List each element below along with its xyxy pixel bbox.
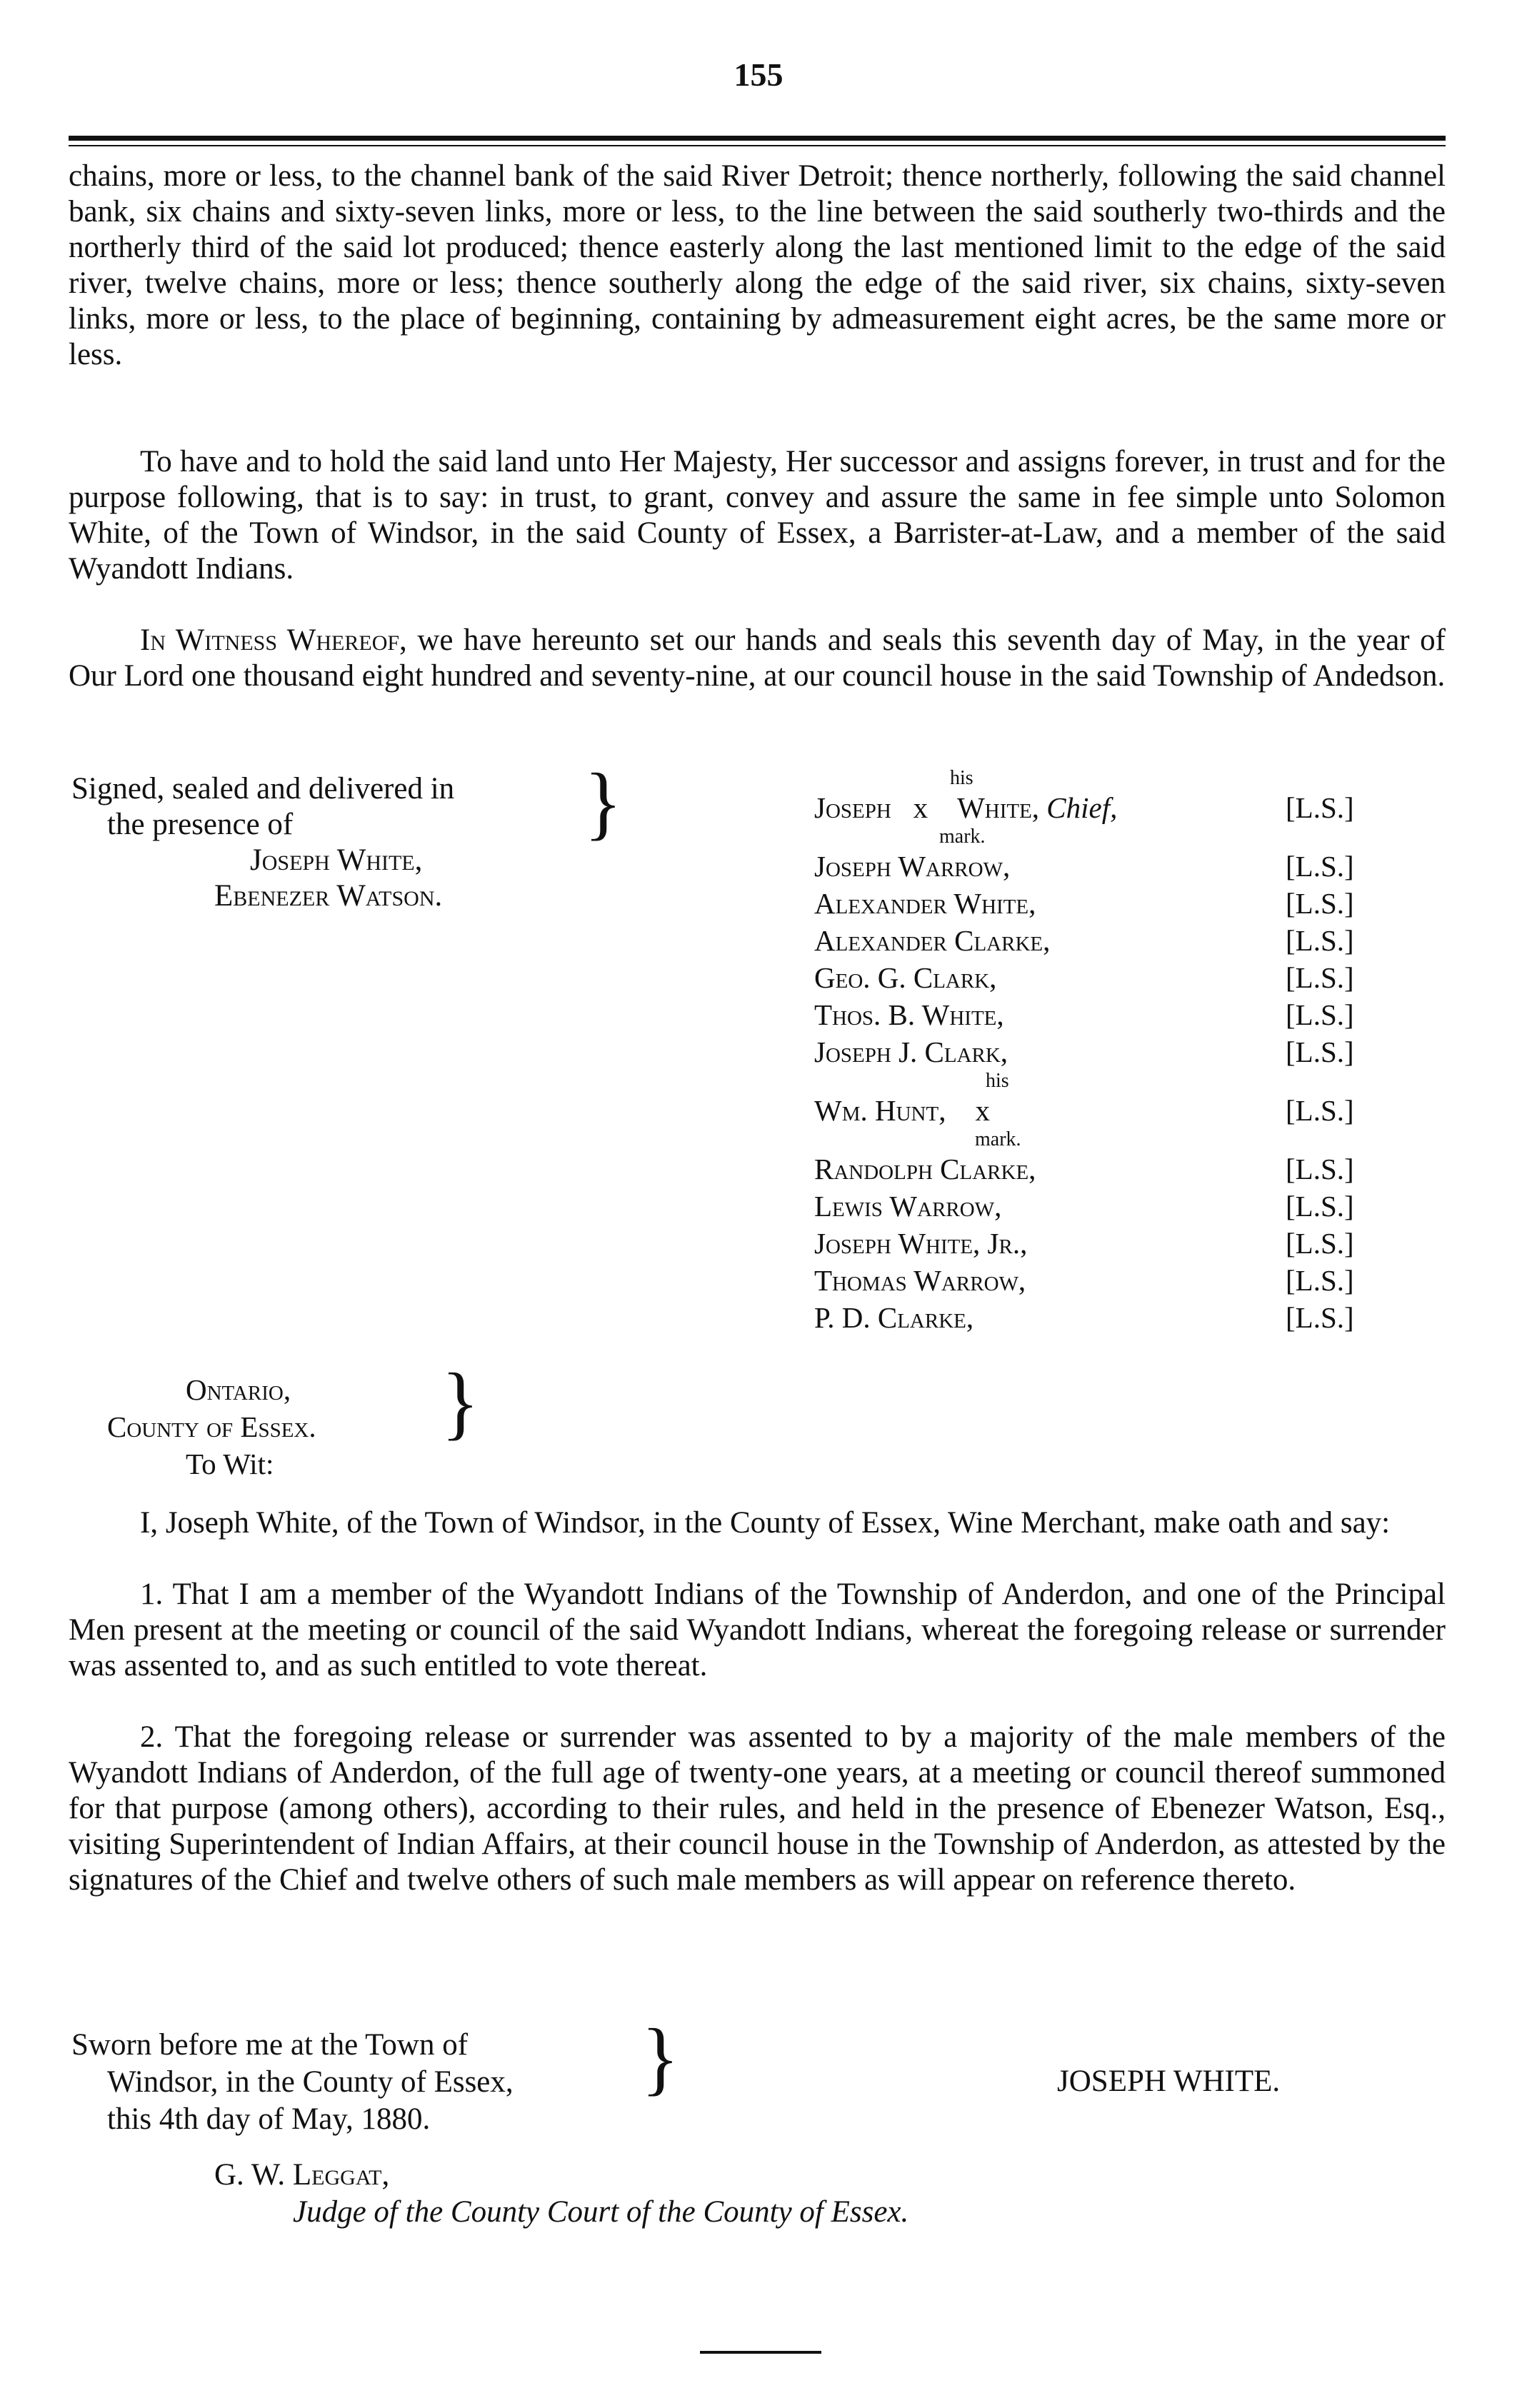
venue-brace: } — [441, 1355, 479, 1448]
signatory-row — [814, 1299, 1443, 1336]
oath-paragraph-2: 2. That the foregoing release or surrender was assented to by a majority of the male members of the Wyandott Indians of Anderdon, of the full age of twenty-one years, at a meeting or council thereof summoned for that purpose (among others), according to their rules, and held in the presence of Ebenezer Watson, Esq., visiting Superintendent of Indian Affairs, at their council house in the Township of Anderdon, as attested by the signatures of the Chief and twelve others of such male members as will appear on reference thereto. — [69, 1720, 1446, 1897]
seal: [L.S.] — [1286, 998, 1354, 1031]
signatory-row — [814, 885, 1443, 922]
signatory-row — [814, 1262, 1443, 1299]
header-rule-thick — [69, 136, 1446, 141]
signatory-row — [814, 1092, 1443, 1129]
signatory-name: Joseph J. Clark, — [814, 1035, 1008, 1068]
his-label: his — [950, 767, 973, 789]
signatory-his-2 — [814, 1070, 1443, 1092]
judge-block — [214, 2157, 908, 2231]
signatory-name: Joseph Warrow, — [814, 850, 1011, 883]
signatory-name: Alexander Clarke, — [814, 924, 1051, 957]
venue-line-2: County of Essex. — [107, 1410, 316, 1443]
seal: [L.S.] — [1286, 1153, 1354, 1185]
signatory-row — [814, 848, 1443, 885]
seal: [L.S.] — [1286, 1301, 1354, 1334]
page-number: 155 — [734, 56, 783, 93]
jurat-block — [71, 2027, 514, 2138]
end-rule — [700, 2351, 821, 2354]
signatory-row — [814, 789, 1443, 826]
signatory-row — [814, 1150, 1443, 1188]
witness-name-2: Ebenezer Watson. — [214, 879, 443, 913]
venue-line-1: Ontario, — [186, 1373, 291, 1406]
header-rule-thin — [69, 145, 1446, 146]
jurat-line-1: Sworn before me at the Town of — [71, 2028, 469, 2062]
testimonium-lead: In Witness Whereof, — [140, 623, 407, 657]
testimonium-text: we have hereunto set our hands and seals this seventh day of May, in the year of Our Lord one thousand eight hundred and seventy-nine, at our council house in the said Township of Andedson. — [69, 623, 1446, 693]
seal: [L.S.] — [1286, 850, 1354, 883]
oath-intro: I, Joseph White, of the Town of Windsor, in the County of Essex, Wine Merchant, make oath and say: — [140, 1506, 1391, 1540]
signatory-his-1 — [814, 768, 1443, 789]
paragraph-testimonium — [69, 623, 1446, 694]
mark-label: mark. — [939, 826, 986, 848]
signatory-name — [814, 789, 1117, 826]
signatory-name: Alexander White, — [814, 887, 1036, 920]
jurat-brace: } — [641, 2011, 679, 2104]
seal: [L.S.] — [1286, 887, 1354, 920]
seal: [L.S.] — [1286, 1264, 1354, 1297]
seal: [L.S.] — [1286, 1094, 1354, 1127]
seal: [L.S.] — [1286, 1035, 1354, 1068]
witness-brace: } — [584, 756, 622, 848]
deponent-signature: JOSEPH WHITE. — [1057, 2065, 1281, 2098]
mark-x: x — [975, 1094, 990, 1127]
judge-title: Judge of the County Court of the County of Essex. — [293, 2195, 909, 2229]
chief-title: Chief, — [1046, 791, 1118, 824]
signatory-name — [814, 1092, 990, 1129]
signatory-row — [814, 1225, 1443, 1262]
seal: [L.S.] — [1286, 924, 1354, 957]
jurat-line-2: Windsor, in the County of Essex, — [107, 2065, 514, 2099]
signatory-name: Geo. G. Clark, — [814, 961, 997, 994]
paragraph-boundary-description: chains, more or less, to the channel bank of the said River Detroit; thence northerly, following the said channel bank, six chains and sixty-seven links, more or less, to the line between the said southerly two-thirds and the northerly third of the said lot produced; thence easterly along the last mentioned limit to the edge of the said river, twelve chains, more or less; thence southerly along the edge of the said river, six chains, sixty-seven links, more or less, to the place of beginning, containing by admeasurement eight acres, be the same more or less. — [69, 159, 1446, 371]
witness-line-1: Signed, sealed and delivered in — [71, 772, 455, 806]
venue-block — [107, 1371, 407, 1483]
chief-first-name: Joseph — [814, 791, 891, 824]
signatory-mark-1 — [814, 826, 1443, 848]
mark-x: x — [913, 791, 928, 824]
seal: [L.S.] — [1286, 961, 1354, 994]
his-label: his — [986, 1070, 1009, 1092]
signatory-name: Thos. B. White, — [814, 998, 1004, 1031]
venue-line-3: To Wit: — [186, 1448, 274, 1480]
jurat-line-3: this 4th day of May, 1880. — [107, 2102, 431, 2136]
signatory-row — [814, 1033, 1443, 1070]
signatory-row — [814, 959, 1443, 996]
signatory-name: P. D. Clarke, — [814, 1301, 974, 1334]
signatory-name: Joseph White, Jr., — [814, 1227, 1028, 1260]
witness-line-2: the presence of — [107, 808, 294, 841]
chief-surname: White, — [957, 791, 1040, 824]
signatory-name: Lewis Warrow, — [814, 1190, 1002, 1223]
signatory-name: Thomas Warrow, — [814, 1264, 1026, 1297]
paragraph-habendum: To have and to hold the said land unto Her Majesty, Her successor and assigns forever, in trust and for the purpose following, that is to say: in trust, to grant, convey and assure the same in fee simple unto Solomon White, of the Town of Windsor, in the said County of Essex, a Barrister-at-Law, and a member of the said Wyandott Indians. — [69, 445, 1446, 586]
witness-block — [71, 771, 454, 914]
signatory-name: Randolph Clarke, — [814, 1153, 1036, 1185]
signatory-row — [814, 922, 1443, 959]
mark-label: mark. — [975, 1128, 1021, 1150]
witness-name-1: Joseph White, — [250, 843, 423, 877]
hunt-name: Wm. Hunt, — [814, 1094, 946, 1127]
seal: [L.S.] — [1286, 791, 1354, 824]
signatory-row — [814, 1188, 1443, 1225]
signatory-row — [814, 996, 1443, 1033]
signatory-list — [814, 768, 1443, 1336]
seal: [L.S.] — [1286, 1227, 1354, 1260]
signatory-mark-2 — [814, 1129, 1443, 1150]
seal: [L.S.] — [1286, 1190, 1354, 1223]
judge-name: G. W. Leggat, — [214, 2158, 390, 2192]
oath-paragraph-1: 1. That I am a member of the Wyandott Indians of the Township of Anderdon, and one of the Principal Men present at the meeting or council of the said Wyandott Indians, whereat the foregoing release or surrender was assented to, and as such entitled to vote thereat. — [69, 1577, 1446, 1682]
